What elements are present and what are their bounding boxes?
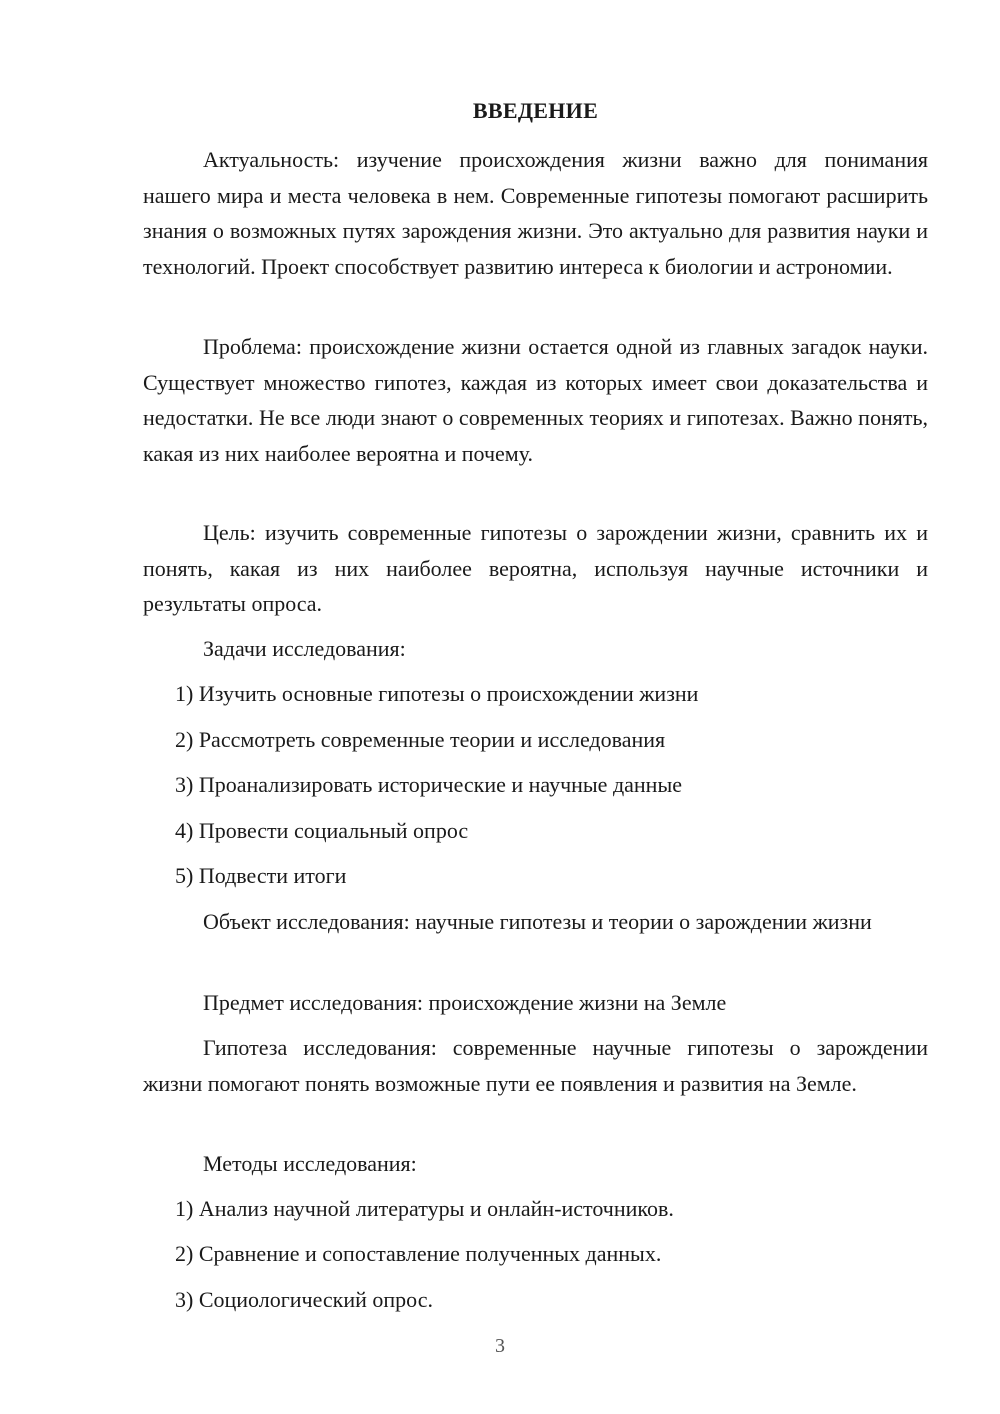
subject-line: Предмет исследования: происхождение жизни на Земле <box>203 990 727 1015</box>
page-number: 3 <box>495 1335 505 1357</box>
tasks-heading: Задачи исследования: <box>203 636 406 661</box>
list-item: 3) Проанализировать исторические и научные данные <box>175 772 682 797</box>
list-item: 1) Изучить основные гипотезы о происхождении жизни <box>175 681 699 706</box>
hypothesis-paragraph: Гипотеза исследования: современные научные гипотезы о зарождении жизни помогают понять возможные пути ее появления и развития на Земле. <box>143 1035 928 1096</box>
methods-heading: Методы исследования: <box>203 1151 417 1176</box>
list-item: 2) Рассмотреть современные теории и исследования <box>175 727 666 752</box>
list-item: 2) Сравнение и сопоставление полученных данных. <box>175 1241 662 1266</box>
list-item: 3) Социологический опрос. <box>175 1287 433 1312</box>
page-title: ВВЕДЕНИЕ <box>472 98 599 123</box>
goal-paragraph: Цель: изучить современные гипотезы о зарождении жизни, сравнить их и понять, какая из них наиболее вероятна, используя научные источники и результаты опроса. <box>143 520 928 616</box>
object-paragraph: Объект исследования: научные гипотезы и теории о зарождении жизни <box>203 909 872 934</box>
list-item: 5) Подвести итоги <box>175 863 347 888</box>
list-item: 4) Провести социальный опрос <box>175 818 469 843</box>
problem-paragraph: Проблема: происхождение жизни остается одной из главных загадок науки. Существует множество гипотез, каждая из которых имеет свои доказательства и недостатки. Не все люди знают о современных теориях и гипотезах. Важно понять, какая из них наиболее вероятна и почему. <box>143 334 928 466</box>
list-item: 1) Анализ научной литературы и онлайн-источников. <box>175 1196 674 1221</box>
relevance-paragraph: Актуальность: изучение происхождения жизни важно для понимания нашего мира и места человека в нем. Современные гипотезы помогают расширить знания о возможных путях зарождения жизни. Это актуально для развития науки и технологий. Проект способствует развитию интереса к биологии и астрономии. <box>143 147 928 279</box>
